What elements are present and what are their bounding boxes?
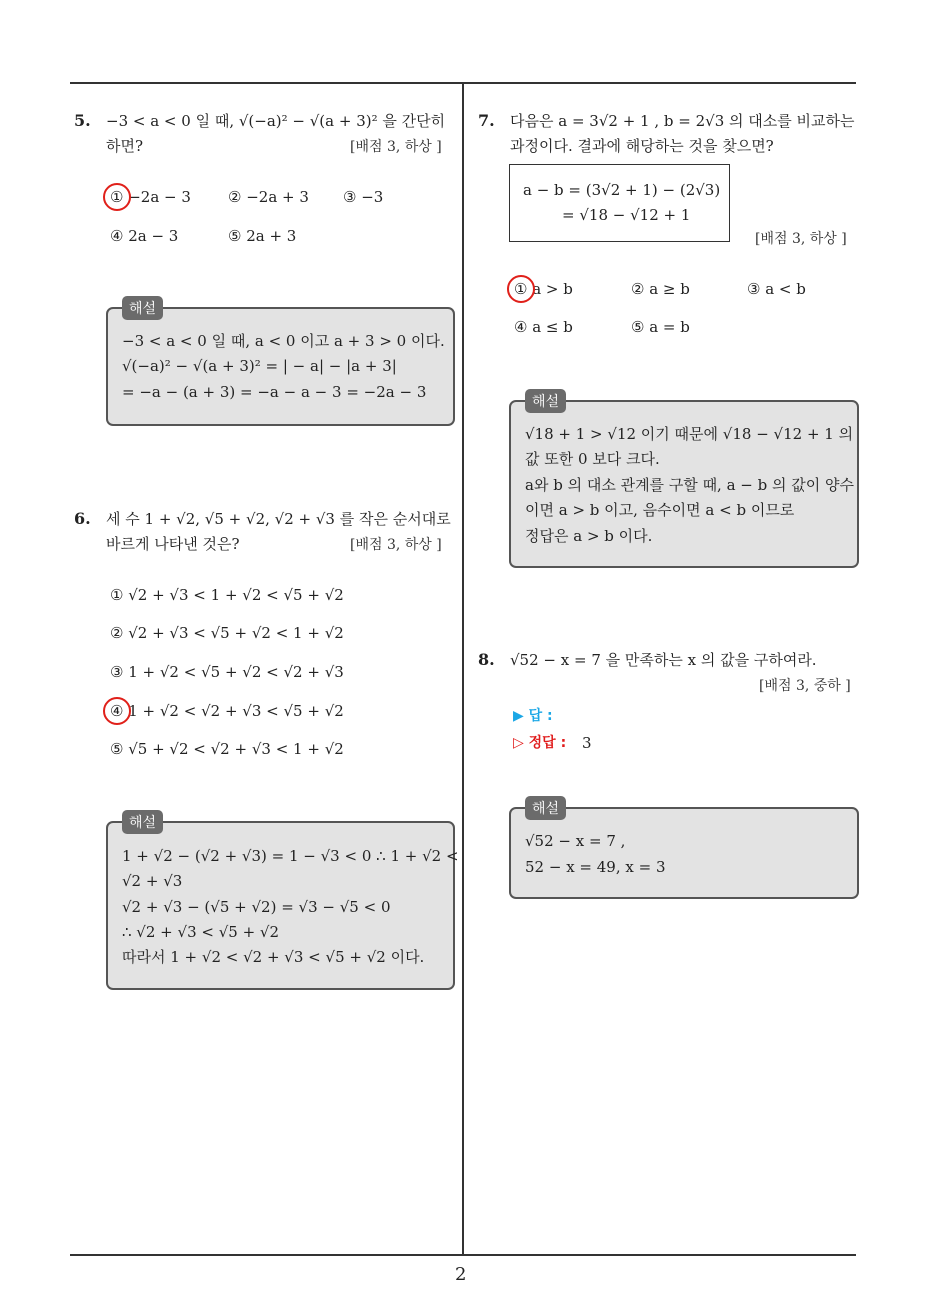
explanation-line: 1 + √2 − (√2 + √3) = 1 − √3 < 0 ∴ 1 + √2 < xyxy=(122,847,459,865)
points-label: [배점 3, 하상 ] xyxy=(350,139,442,155)
question-number: 8. xyxy=(478,650,495,669)
option-5[interactable]: ⑤ a = b xyxy=(631,318,690,336)
calculation-box xyxy=(509,164,730,242)
explanation-box xyxy=(509,801,859,899)
correct-answer-value: 3 xyxy=(582,734,592,752)
option-1[interactable]: ① √2 + √3 < 1 + √2 < √5 + √2 xyxy=(110,586,344,604)
answer-mark-circle xyxy=(103,697,131,725)
calculation-line: = √18 − √12 + 1 xyxy=(562,206,691,224)
page-number: 2 xyxy=(455,1264,467,1285)
calculation-line: a − b = (3√2 + 1) − (2√3) xyxy=(523,181,721,199)
explanation-line: √52 − x = 7 , xyxy=(525,832,626,850)
option-3[interactable]: ③ a < b xyxy=(747,280,806,298)
question-text: 세 수 1 + √2, √5 + √2, √2 + √3 를 작은 순서대로 xyxy=(106,510,451,528)
question-text: 바르게 나타낸 것은? xyxy=(106,535,240,553)
option-3[interactable]: ③ 1 + √2 < √5 + √2 < √2 + √3 xyxy=(110,663,344,681)
question-text: √52 − x = 7 을 만족하는 x 의 값을 구하여라. xyxy=(510,651,817,669)
explanation-line: √18 + 1 > √12 이기 때문에 √18 − √12 + 1 의 xyxy=(525,425,854,443)
option-1[interactable]: ① −2a − 3 xyxy=(110,188,191,206)
explanation-line: 값 또한 0 보다 크다. xyxy=(525,450,660,468)
answer-mark-circle xyxy=(507,275,535,303)
explanation-tag: 해설 xyxy=(525,389,566,413)
correct-answer-label: ▷ 정답 : xyxy=(513,735,567,751)
explanation-tag: 해설 xyxy=(122,810,163,834)
answer-label: ▶ 답 : xyxy=(513,708,553,724)
explanation-tag: 해설 xyxy=(122,296,163,320)
question-number: 6. xyxy=(74,509,91,528)
option-3[interactable]: ③ −3 xyxy=(343,188,384,206)
points-label: [배점 3, 하상 ] xyxy=(755,231,847,247)
question-number: 5. xyxy=(74,111,91,130)
option-5[interactable]: ⑤ 2a + 3 xyxy=(228,227,297,245)
explanation-line: 52 − x = 49, x = 3 xyxy=(525,858,666,876)
explanation-line: 따라서 1 + √2 < √2 + √3 < √5 + √2 이다. xyxy=(122,948,425,966)
question-number: 7. xyxy=(478,111,495,130)
explanation-line: a와 b 의 대소 관계를 구할 때, a − b 의 값이 양수 xyxy=(525,476,854,494)
question-text: 하면? xyxy=(106,137,144,155)
explanation-tag: 해설 xyxy=(525,796,566,820)
explanation-line: √2 + √3 − (√5 + √2) = √3 − √5 < 0 xyxy=(122,898,391,916)
explanation-line: √2 + √3 xyxy=(122,872,183,890)
points-label: [배점 3, 중하 ] xyxy=(759,678,851,694)
option-2[interactable]: ② a ≥ b xyxy=(631,280,690,298)
explanation-box xyxy=(106,815,459,990)
points-label: [배점 3, 하상 ] xyxy=(350,537,442,553)
answer-mark-circle xyxy=(103,183,131,211)
option-2[interactable]: ② −2a + 3 xyxy=(228,188,309,206)
explanation-line: 이면 a > b 이고, 음수이면 a < b 이므로 xyxy=(525,501,795,519)
bottom-rule xyxy=(70,1254,856,1256)
column-divider xyxy=(462,82,464,1254)
option-5[interactable]: ⑤ √5 + √2 < √2 + √3 < 1 + √2 xyxy=(110,740,344,758)
option-4[interactable]: ④ a ≤ b xyxy=(514,318,573,336)
explanation-line: 정답은 a > b 이다. xyxy=(525,527,653,545)
question-text: −3 < a < 0 일 때, √(−a)² − √(a + 3)² 을 간단히 xyxy=(106,112,446,130)
question-text: 과정이다. 결과에 해당하는 것을 찾으면? xyxy=(510,137,774,155)
option-4[interactable]: ④ 2a − 3 xyxy=(110,227,179,245)
option-2[interactable]: ② √2 + √3 < √5 + √2 < 1 + √2 xyxy=(110,624,344,642)
explanation-line: √(−a)² − √(a + 3)² = | − a| − |a + 3| xyxy=(122,357,397,375)
option-1[interactable]: ① a > b xyxy=(514,280,573,298)
option-4[interactable]: ④ 1 + √2 < √2 + √3 < √5 + √2 xyxy=(110,702,344,720)
explanation-line: ∴ √2 + √3 < √5 + √2 xyxy=(122,923,280,941)
question-text: 다음은 a = 3√2 + 1 , b = 2√3 의 대소를 비교하는 xyxy=(510,112,855,130)
explanation-box xyxy=(509,394,859,568)
explanation-box xyxy=(106,301,455,426)
explanation-line: = −a − (a + 3) = −a − a − 3 = −2a − 3 xyxy=(122,383,427,401)
explanation-line: −3 < a < 0 일 때, a < 0 이고 a + 3 > 0 이다. xyxy=(122,332,445,350)
